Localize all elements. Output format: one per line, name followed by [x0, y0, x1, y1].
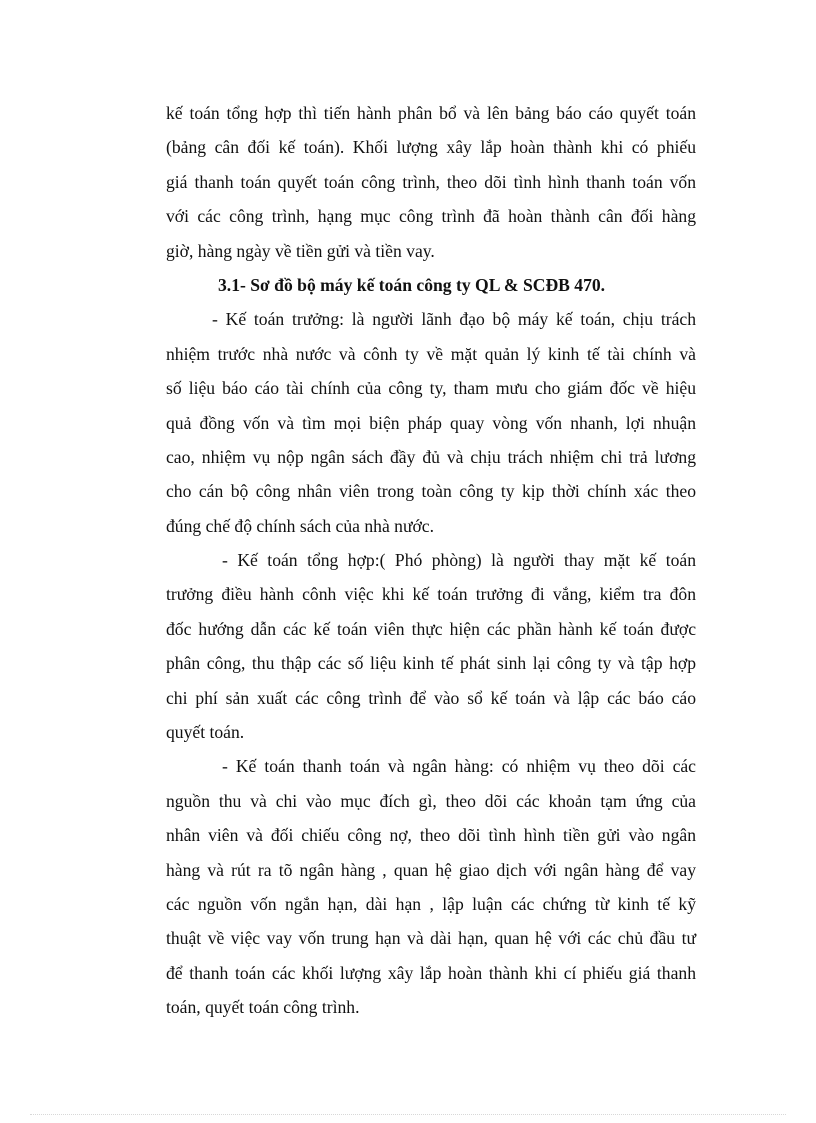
- text-line: - Kế toán tổng hợp:( Phó phòng) là người thay mặt kế toán: [222, 550, 696, 571]
- text-line: phân công, thu thập các số liệu kinh tế phát sinh lại công ty và tập hợp: [166, 653, 696, 674]
- text-line: với các công trình, hạng mục công trình đã hoàn thành cân đối hàng: [166, 206, 696, 227]
- text-line: - Kế toán thanh toán và ngân hàng: có nhiệm vụ theo dõi các: [222, 756, 696, 777]
- text-line: để thanh toán các khối lượng xây lắp hoàn thành khi cí phiếu giá thanh: [166, 962, 696, 983]
- text-line: giờ, hàng ngày về tiền gửi và tiền vay.: [166, 240, 435, 261]
- paragraph-ke-toan-truong: [166, 302, 696, 543]
- text-line: nhiệm trước nhà nước và cônh ty về mặt quản lý kinh tế tài chính và: [166, 343, 696, 364]
- page-bottom-divider: [30, 1114, 786, 1115]
- text-line: giá thanh toán quyết toán công trình, theo dõi tình hình thanh toán vốn: [166, 171, 696, 192]
- paragraph-ke-toan-thanh-toan: [166, 749, 696, 1024]
- text-line: thuật về việc vay vốn trung hạn và dài hạn, quan hệ với các chủ đầu tư: [166, 928, 696, 949]
- text-line: đúng chế độ chính sách của nhà nước.: [166, 515, 434, 536]
- text-line: - Kế toán trưởng: là người lãnh đạo bộ máy kế toán, chịu trách: [212, 309, 696, 330]
- text-line: toán, quyết toán công trình.: [166, 997, 360, 1018]
- text-line: trưởng điều hành cônh việc khi kế toán trưởng đi vắng, kiểm tra đôn: [166, 584, 696, 605]
- text-line: quả đồng vốn và tìm mọi biện pháp quay vòng vốn nhanh, lợi nhuận: [166, 412, 696, 433]
- text-line: cao, nhiệm vụ nộp ngân sách đầy đủ và chịu trách nhiệm chi trả lương: [166, 446, 696, 467]
- text-line: quyết toán.: [166, 722, 245, 743]
- text-line: kế toán tổng hợp thì tiến hành phân bổ và lên bảng báo cáo quyết toán: [166, 103, 696, 123]
- text-line: nhân viên và đối chiếu công nợ, theo dõi tình hình tiền gửi vào ngân: [166, 825, 696, 846]
- text-line: chi phí sản xuất các công trình để vào sổ kế toán và lập các báo cáo: [166, 687, 696, 708]
- text-line: nguồn thu và chi vào mục đích gì, theo dõi các khoản tạm ứng của: [166, 790, 696, 811]
- paragraph-ke-toan-tong-hop: [166, 543, 696, 749]
- text-line: cho cán bộ công nhân viên trong toàn công ty kịp thời chính xác theo: [166, 481, 696, 502]
- document-body: [166, 96, 696, 1025]
- text-line: đốc hướng dẫn các kế toán viên thực hiện các phần hành kế toán được: [166, 618, 696, 639]
- text-line: hàng và rút ra tõ ngân hàng , quan hệ giao dịch với ngân hàng để vay: [166, 859, 696, 880]
- paragraph-intro: [166, 96, 696, 268]
- text-line: (bảng cân đối kế toán). Khối lượng xây lắp hoàn thành khi có phiếu: [166, 137, 696, 158]
- section-heading: 3.1- Sơ đồ bộ máy kế toán công ty QL & SCĐB 470.: [218, 274, 606, 295]
- text-line: số liệu báo cáo tài chính của công ty, tham mưu cho giám đốc về hiệu: [166, 378, 696, 399]
- text-line: các nguồn vốn ngắn hạn, dài hạn , lập luận các chứng từ kinh tế kỹ: [166, 893, 696, 914]
